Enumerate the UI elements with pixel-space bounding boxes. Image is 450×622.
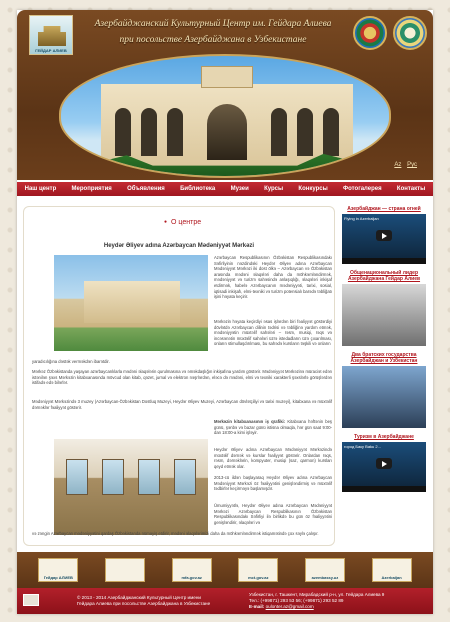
visitor-counter-icon[interactable] [23,594,39,606]
nav-item-announcements[interactable]: Объявления [127,186,165,192]
nav-item-center[interactable]: Наш центр [24,186,57,192]
video-baku[interactable] [342,442,426,492]
play-icon[interactable] [376,458,392,469]
nav-item-library[interactable]: Библиотека [180,186,216,192]
section-title: ● О центре [164,219,201,226]
site-title [79,16,347,48]
partner-logo-mct[interactable]: mct.gov.az [238,558,278,582]
center-exterior-photo[interactable] [54,255,208,351]
play-icon[interactable] [376,230,392,241]
nav-item-events[interactable]: Мероприятия [71,186,112,192]
lang-az-link[interactable]: Az [394,162,402,168]
article-paragraph-5: Mədəniyyət Mərkəzində 3 muzey (Azərbaycan-Özbəkistan Dostluq Muzeyi, Heydər Əliyev Muzeyi, Azərbaycan dövlətçiliyi və tarixi muzeyi), kitabxana və müxtəlif dərnəklər fəaliyyət göstərir. [32,399,332,410]
partner-logo-heydar-aliyev[interactable]: Гейдар АЛИЕВ [38,558,78,582]
article-paragraph-8: Ümumiyyətlə, Heydər Əliyev adına Azərbaycan Mədəniyyət Mərkəzi Azərbaycan Respublikasının Özbəkistan Respublikasındakı Səfirliyi ilə birlikdə bu gün öz fəaliyyətini genişləndirir, əlaqələri və [214,503,332,525]
sidebar-heading-tourism[interactable]: Туризм в Азербайджане [354,434,414,440]
partner-logo-azerbaijan-flag[interactable] [105,558,145,582]
nav-item-contacts[interactable]: Контакты [396,186,426,192]
nav-item-contests[interactable]: Конкурсы [298,186,328,192]
partner-logos [17,552,433,588]
library-hours [214,419,332,436]
article-paragraph-6: Heydər Əliyev adına Azərbaycan Mədəniyyət Mərkəzində müxtəlif dərnək və kurslar fəaliyyət göstərir. Onlardan rəqs, rəsm, dərnəklərin, kompyuter, musiqi (saz, qarmon) kursları qeyd etmək olar. [214,447,332,469]
library-hours-text: Kitabxana həftənin beş günü, şənbə və bazar günü istisna olmaqla, hər gün saat 9:00-dan 18:00-a kimi işləyir. [214,419,333,436]
center-logo[interactable] [29,15,73,55]
heydar-aliyev-photo[interactable] [342,284,426,346]
building-icon [38,26,66,46]
article-paragraph-4: Mərkəz Özbəkistanda yaşayan azərbaycanlılarla mədəni əlaqələrin qurulmasına və əməkdaşlığın inkişafına yardım göstərir. Mədəniyyət Mərkəzinə müraciət edən istənilən şəxs Mərkəzin kitabxanasında mövcud olan kitab, qəzet, jurnal və elektron nəşrlərdən, eləcə də mədəni, elmi və texniki xarakterli şəxslərlə görüşlərdən istifadə edə bilərlər. [32,369,332,386]
lang-ru-link[interactable]: Рус [407,162,417,168]
partner-logo-mfa[interactable]: mfa.gov.az [172,558,212,582]
footer [17,588,433,614]
presidents-photo[interactable] [342,366,426,428]
azerbaijan-emblem-icon [353,16,387,50]
partner-logo-embassy[interactable]: azembassy.uz [305,558,345,582]
header-photo [59,54,391,178]
article-paragraph-7: 2013-cü ildən başlayaraq Heydər Əliyev adına Azərbaycan Mədəniyyət Mərkəzi öz fəaliyyətini genişləndirmiş və müxtəlif tədbirlər keçirməyə başlamışdır. [214,475,332,492]
article-paragraph-2: Mərkəzin həyata keçirdiyi əsas işlərdən biri fəaliyyət göstərdiyi dövlətdə Azərbaycan dilinin tədrisi və təbliğinə yardım etmək, mədəniyyətin müxtəlif sahələri – rəsm, musiqi, rəqs və incəsənətin müxtəlif sahələri üzrə istedadların üzə çıxarılması, onların stimullaşdırılması, bu sahədə kursların təşkili və onların [214,319,332,347]
logo-caption: ГЕЙДАР АЛИЕВ [35,48,67,53]
sidebar [341,206,427,546]
video-title: Flying in Azerbaijan [344,216,379,221]
language-switcher [390,162,417,168]
main-nav [17,182,433,196]
video-flying-in-azerbaijan[interactable] [342,214,426,264]
library-hours-title: Mərkəzin kitabxanasının iş qrafiki: [214,419,286,424]
sidebar-heading-two-states[interactable]: Два братских государства Азербайджан и Узбекистан [350,352,418,364]
page [17,10,433,614]
article-paragraph-1: Azərbaycan Respublikasının Özbəkistan Respublikasındakı Səfirliyinin nəzdindəki Heydər Əliyev adına Azərbaycan Mədəniyyət Mərkəzi iki dost ölkə – Azərbaycan və Özbəkistan arasında mədəni əlaqələri daha da möhkəmləndirmək, mədəniyyət və turizm sahəsində anlaşıqlığı, əlaqələri inkişaf etdirmək, habelə Azərbaycanın mədəniyyəti, tarixi, sosial, iqtisadi inkişafı, elmi-texniki və turizm potensialı barədə təbliğatı işini həyata keçirir. [214,255,332,300]
uzbekistan-emblem-icon [393,16,427,50]
main-content [23,206,335,546]
header [17,10,433,180]
article-paragraph-3: yaradıcılığına dəstək verməkdən ibarətdir. [32,359,110,364]
email-link[interactable]: oulonter.az@gmail.com [265,604,314,609]
site-title-line1: Азербайджанский Культурный Центр им. Гейдара Алиева [94,19,332,29]
site-title-line2: при посольстве Азербайджана в Узбекистане [119,35,307,45]
article-title: Heydər Əliyev adına Azərbaycan Mədəniyyət Mərkəzi [103,243,255,249]
sidebar-heading-country[interactable]: Азербайджан — страна огней [347,206,421,212]
video-title: город Баку Baku 2... [344,444,381,449]
email-line [249,604,419,610]
nav-item-courses[interactable]: Курсы [264,186,284,192]
article-paragraph-9: və zəngin Azərbaycan mədəniyyətini qardaş Özbəkistanda nümayiş etdirir, mədəni əlaqələrimizi daha da möhkəmləndirmək istiqamətində çox səylə çalışır. [32,531,319,536]
sidebar-heading-leader[interactable]: Общенациональный лидер Азербайджана Гейдар Алиев [347,270,421,282]
contact-info [249,592,419,610]
copyright: © 2013 - 2014 Азербайджанский Культурный Центр имени Гейдара Алиева при посольстве Азербайджана в Узбекистане [77,595,211,606]
phone: Тел.: (+99871) 293 53 56; (+99871) 293 52 89 [249,598,344,603]
nav-item-photogallery[interactable]: Фотогалерея [343,186,382,192]
nav-item-museums[interactable]: Музеи [230,186,249,192]
email-label: E-mail: [249,604,265,609]
address: Узбекистан, г. Ташкент, Мирабадский р-н, ул. Гейдара Алиева 9 [249,592,385,597]
video-controls[interactable] [342,486,426,492]
partner-logo-azerbaijan[interactable]: Azerbaijan [372,558,412,582]
video-controls[interactable] [342,258,426,264]
museum-interior-photo[interactable] [54,439,208,535]
